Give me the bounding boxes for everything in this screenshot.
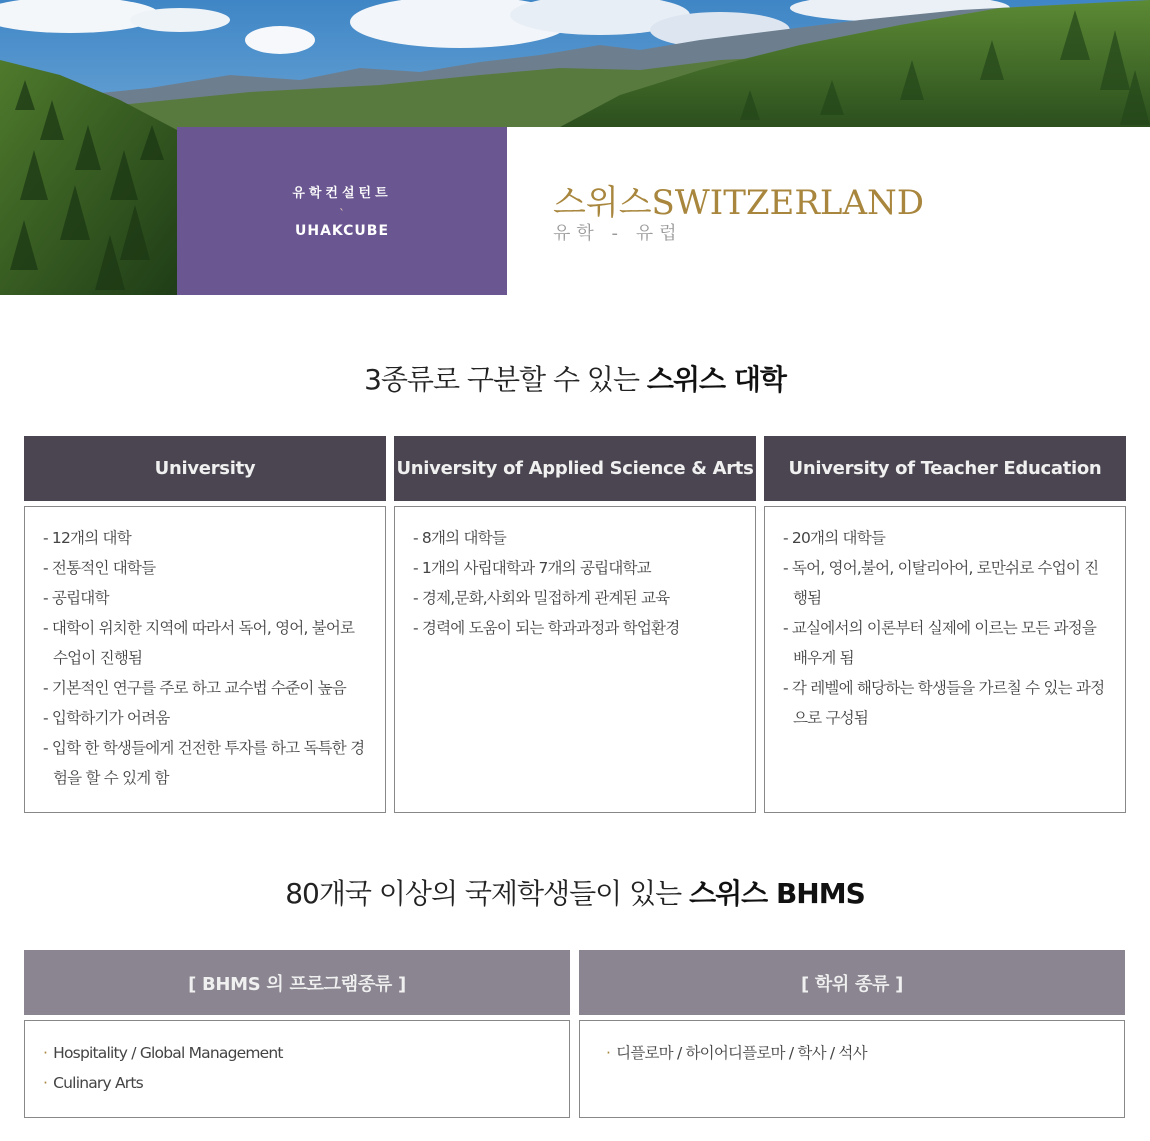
universities-heading-bold: 스위스 대학 bbox=[646, 363, 786, 396]
applied-science-column-title: University of Applied Science & Arts bbox=[396, 458, 754, 479]
teacher-education-column-body bbox=[764, 506, 1126, 813]
brand-name-korean: 유학컨설턴트 bbox=[292, 186, 392, 201]
bullet-icon: · bbox=[606, 1044, 611, 1062]
list-item: - 입학하기가 어려움 bbox=[43, 709, 170, 727]
list-item-text: Hospitality / Global Management bbox=[53, 1044, 283, 1062]
degree-types-header bbox=[579, 950, 1125, 1015]
list-item bbox=[27, 1068, 559, 1098]
brand-box bbox=[177, 127, 507, 295]
brand-accent-mark: ˋ bbox=[339, 207, 345, 221]
degree-types-title: [ 학위 종류 ] bbox=[800, 973, 904, 995]
list-item: - 1개의 사립대학과 7개의 공립대학교 bbox=[413, 559, 651, 577]
list-item bbox=[590, 1038, 1114, 1068]
list-item: - 입학 한 학생들에게 건전한 투자를 하고 독특한 경험을 할 수 있게 함 bbox=[43, 739, 365, 787]
bhms-heading-plain: 80개국 이상의 국제학생들이 있는 bbox=[285, 877, 690, 910]
bhms-heading-bold: 스위스 BHMS bbox=[689, 877, 865, 910]
teacher-education-column-header bbox=[764, 436, 1126, 501]
list-item-text: 디플로마 / 하이어디플로마 / 학사 / 석사 bbox=[616, 1044, 867, 1062]
page-subtitle: 유학 - 유럽 bbox=[553, 223, 683, 244]
brand-name-english: UHAKCUBE bbox=[294, 223, 390, 239]
university-column-header bbox=[24, 436, 386, 501]
university-column-body bbox=[24, 506, 386, 813]
list-item: - 경력에 도움이 되는 학과과정과 학업환경 bbox=[413, 619, 680, 637]
list-item bbox=[27, 1038, 559, 1068]
list-item: - 대학이 위치한 지역에 따라서 독어, 영어, 불어로 수업이 진행됨 bbox=[43, 619, 355, 667]
list-item: - 기본적인 연구를 주로 하고 교수법 수준이 높음 bbox=[43, 679, 346, 697]
applied-science-column-body bbox=[394, 506, 756, 813]
teacher-education-column-title: University of Teacher Education bbox=[788, 458, 1102, 479]
hero-banner bbox=[0, 0, 1150, 295]
bhms-heading bbox=[0, 872, 1150, 912]
bullet-icon: · bbox=[43, 1044, 48, 1062]
list-item: - 경제,문화,사회와 밀접하게 관계된 교육 bbox=[413, 589, 670, 607]
bullet-icon: · bbox=[43, 1074, 48, 1092]
degree-types-body bbox=[579, 1020, 1125, 1118]
bhms-programs-body bbox=[24, 1020, 570, 1118]
list-item-text: Culinary Arts bbox=[53, 1074, 143, 1092]
applied-science-column-header bbox=[394, 436, 756, 501]
list-item: - 8개의 대학들 bbox=[413, 529, 506, 547]
list-item: - 12개의 대학 bbox=[43, 529, 131, 547]
list-item: - 교실에서의 이론부터 실제에 이르는 모든 과정을 배우게 됨 bbox=[783, 619, 1097, 667]
universities-heading bbox=[0, 358, 1150, 398]
universities-heading-plain: 3종류로 구분할 수 있는 bbox=[364, 363, 647, 396]
bhms-programs-title: [ BHMS 의 프로그램종류 ] bbox=[188, 973, 406, 995]
list-item: - 20개의 대학들 bbox=[783, 529, 886, 547]
page-title: 스위스SWITZERLAND bbox=[553, 183, 925, 223]
title-panel bbox=[507, 127, 1150, 295]
list-item: - 전통적인 대학들 bbox=[43, 559, 156, 577]
list-item: - 공립대학 bbox=[43, 589, 109, 607]
list-item: - 각 레벨에 해당하는 학생들을 가르칠 수 있는 과정으로 구성됨 bbox=[783, 679, 1105, 727]
bhms-programs-header bbox=[24, 950, 570, 1015]
list-item: - 독어, 영어,불어, 이탈리아어, 로만쉬로 수업이 진행됨 bbox=[783, 559, 1099, 607]
university-column-title: University bbox=[154, 458, 256, 479]
